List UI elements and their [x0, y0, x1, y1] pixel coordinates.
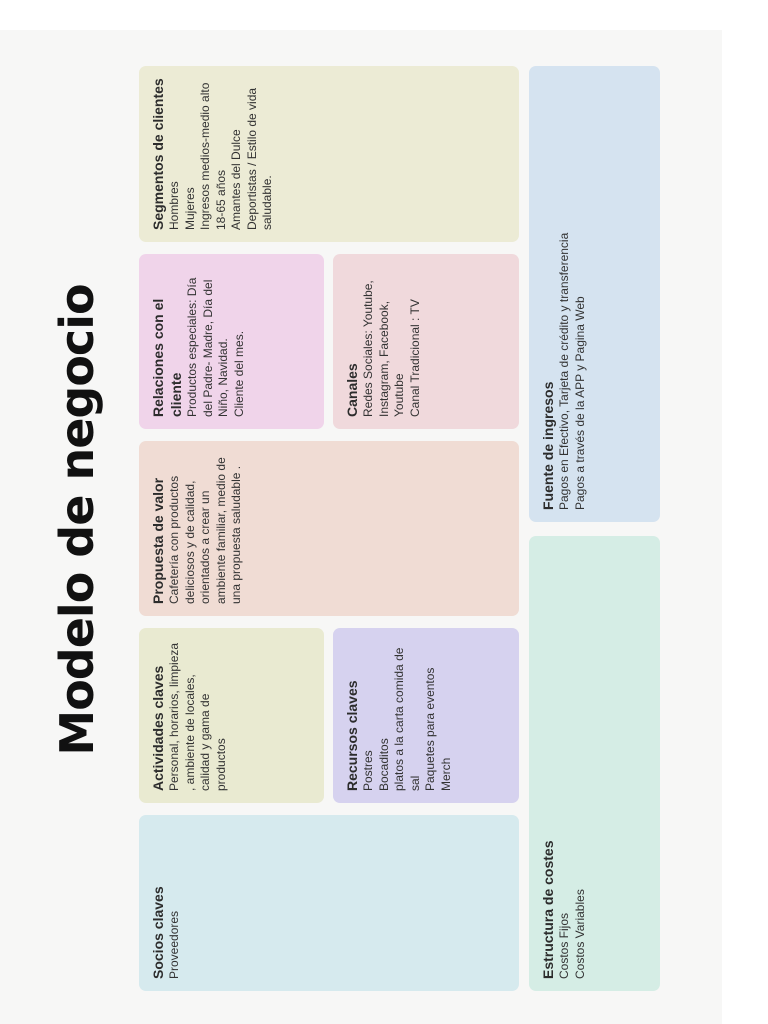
block-estructura-de-costes	[529, 536, 660, 991]
page-title: Modelo de negocio	[50, 284, 104, 756]
propuesta-de-valor-text: Cafetería con productos deliciosos y de calidad, orientados a crear un ambiente familiar, medio de una propuesta saludable .	[167, 457, 243, 604]
block-socios-claves	[139, 815, 519, 991]
block-segmentos-de-clientes	[139, 66, 519, 242]
block-relaciones-con-el-cliente	[139, 254, 324, 429]
block-recursos-claves	[333, 628, 519, 803]
estructura-de-costes-heading: Estructura de costes	[540, 840, 556, 979]
recursos-claves-text: Postres Bocaditos platos a la carta comida de sal Paquetes para eventos Merch	[361, 647, 453, 791]
segmentos-heading: Segmentos de clientes	[150, 78, 166, 230]
block-actividades-claves	[139, 628, 324, 803]
socios-claves-text: Proveedores	[167, 910, 181, 979]
recursos-claves-heading: Recursos claves	[344, 680, 360, 791]
canales-text: Redes Sociales: Youtube, Instagram, Facebook, Youtube Canal Tradicional : TV	[361, 280, 422, 417]
block-fuente-de-ingresos	[529, 66, 660, 522]
block-propuesta-de-valor	[139, 441, 519, 616]
propuesta-de-valor-heading: Propuesta de valor	[150, 477, 166, 604]
relaciones-text: Productos especiales: Día del Padre- Madre, Día del Niño, Navidad. Cliente del mes.	[185, 277, 246, 417]
segmentos-text: Hombres Mujeres Ingresos medios-medio alto 18-65 años Amantes del Dulce Deportistas / Estilo de vida saludable.	[167, 82, 274, 230]
canales-heading: Canales	[344, 363, 360, 417]
estructura-de-costes-text: Costos Fijos Costos Variables	[557, 889, 587, 979]
fuente-de-ingresos-text: Pagos en Efectivo, Tarjeta de crédito y transferencia Pagos a través de la APP y Pagina Web	[557, 232, 587, 510]
block-canales	[333, 254, 519, 429]
fuente-de-ingresos-heading: Fuente de ingresos	[540, 381, 556, 510]
actividades-claves-heading: Actividades claves	[150, 665, 166, 791]
socios-claves-heading: Socios claves	[150, 886, 166, 979]
relaciones-heading: Relaciones con el cliente	[150, 298, 184, 417]
actividades-claves-text: Personal, horarios, limpieza , ambiente de locales, calidad y gama de productos	[167, 642, 228, 791]
